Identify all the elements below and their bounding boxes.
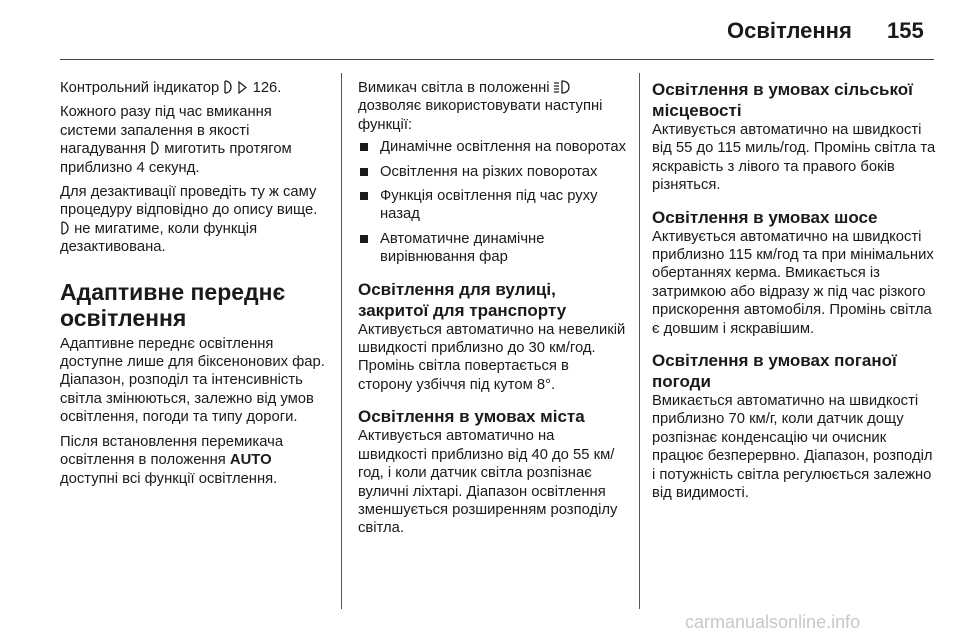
column-divider-1 [341,73,342,609]
section-heading-highway: Освітлення в умовах шосе [652,207,878,227]
paragraph-highway: Активується автоматично на швидкості приблизно 115 км/год та при мінімальних обертаннях керма. Вмикається із затримкою або відразу ж під час різкого прискорення автомобіля. Промінь світла є довшим і яскравішим. [652,228,934,337]
page-header [0,0,960,58]
paragraph-deactivation: Для дезактивації проведіть ту ж саму процедуру відповідно до опису вище. не мигатиме, коли функція дезактивована. [60,184,318,256]
page-number: 155 [887,18,924,43]
auto-label: AUTO [229,452,272,469]
paragraph-switch-intro: Вимикач світла в положенні дозволяє використовувати наступні функції: [358,80,603,133]
paragraph-weather: Вмикається автоматично на швидкості приблизно 70 км/г, коли датчик дощу розпізнає конденсацію чи очисник працює безперервно. Діапазон, розподіл і потужність світла регулюється залежно від видимості. [652,393,933,502]
page-title: Освітлення [727,18,852,43]
bullet-icon [360,235,368,243]
paragraph-auto: Після встановлення перемикача освітлення в положення AUTO доступні всі функції освітлення. [60,433,284,487]
reference-arrow-icon [237,81,248,94]
auto-light-switch-icon [554,80,570,94]
paragraph-city: Активується автоматично на швидкості приблизно від 40 до 55 км/год, і коли датчик світла розпізнає вуличні ліхтарі. Діапазон освітлення зменшується розширенням розподілу світла. [358,428,618,537]
section-heading-street: Освітлення для вулиці, закритої для транспорту [358,279,567,320]
list-item: Освітлення на різких поворотах [358,163,626,181]
column-1 [60,79,328,494]
bullet-icon [360,168,368,176]
list-item: Автоматичне динамічне вирівнювання фар [358,230,626,267]
list-item: Динамічне освітлення на поворотах [358,138,626,156]
column-3 [652,79,938,509]
header-rule [60,59,934,60]
paragraph-street: Активується автоматично на невеликій швидкості приблизно до 30 км/год. Промінь світла повертається в сторону узбіччя під кутом 8°. [358,321,626,393]
list-item: Функція освітлення під час руху назад [358,187,626,224]
section-heading-city: Освітлення в умовах міста [358,407,585,427]
column-divider-2 [639,73,640,609]
paragraph-rural: Активується автоматично на швидкості від 55 до 115 миль/год. Промінь світла та яскравість з лівого та правого боків різняться. [652,122,936,194]
bullet-icon [360,192,368,200]
adaptive-light-indicator-icon [223,80,233,94]
section-heading-adaptive: Адаптивне переднє освітлення [60,278,286,331]
feature-list [358,138,626,266]
paragraph-adaptive: Адаптивне переднє освітлення доступне лише для біксенонових фар. Діапазон, розподіл та інтенсивність світла змінюються, залежно від умов освітлення, погоди та типу дороги. [60,335,325,426]
section-heading-weather: Освітлення в умовах поганої погоди [652,351,897,392]
adaptive-light-indicator-icon [60,221,70,235]
section-heading-rural: Освітлення в умовах сільської місцевості [652,80,913,120]
watermark: carmanualsonline.info [685,612,861,632]
column-2 [358,79,626,544]
adaptive-light-indicator-icon [150,141,160,155]
bullet-icon [360,143,368,151]
paragraph-reminder: Кожного разу під час вмикання системи запалення в якості нагадування миготить протягом приблизно 4 секунд. [60,104,292,176]
paragraph-indicator: Контрольний індикатор 126. [60,80,282,96]
